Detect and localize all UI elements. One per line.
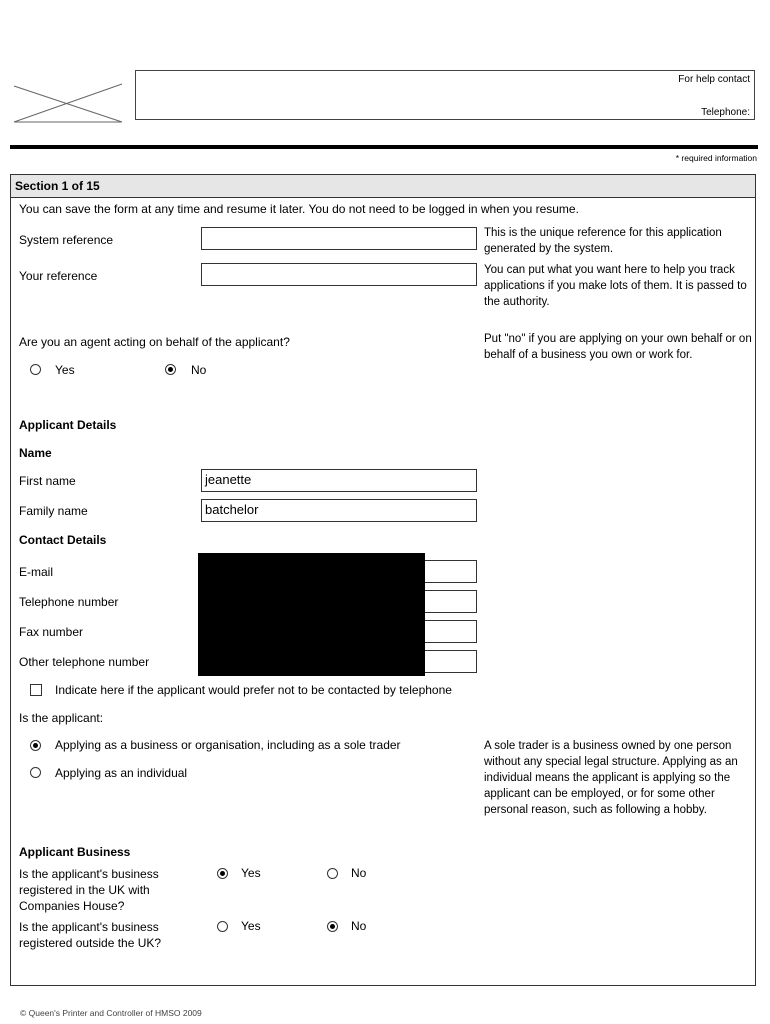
your-reference-label: Your reference bbox=[19, 269, 98, 283]
applicant-business-radio[interactable] bbox=[30, 740, 41, 751]
companies-house-yes-label: Yes bbox=[241, 866, 261, 880]
crossed-logo-placeholder-icon bbox=[12, 74, 124, 124]
agent-question: Are you an agent acting on behalf of the applicant? bbox=[19, 335, 290, 349]
fax-number-label: Fax number bbox=[19, 625, 84, 639]
outside-uk-yes-radio[interactable] bbox=[217, 921, 228, 932]
applicant-details-heading: Applicant Details bbox=[19, 418, 117, 432]
applicant-individual-label: Applying as an individual bbox=[55, 766, 188, 780]
companies-house-no-label: No bbox=[351, 866, 367, 880]
section-title: Section 1 of 15 bbox=[11, 175, 755, 198]
required-info-note: * required information bbox=[675, 153, 757, 163]
system-reference-note: This is the unique reference for this application generated by the system. bbox=[484, 227, 722, 255]
family-name-field[interactable]: batchelor bbox=[201, 499, 477, 522]
companies-house-yes-radio[interactable] bbox=[217, 868, 228, 879]
applicant-individual-radio[interactable] bbox=[30, 767, 41, 778]
your-reference-field[interactable] bbox=[201, 263, 477, 286]
copyright-footer: © Queen's Printer and Controller of HMSO 2009 bbox=[20, 1008, 202, 1018]
agent-note: Put "no" if you are applying on your own behalf or on behalf of a business you own or work for. bbox=[484, 333, 752, 361]
header-rule bbox=[10, 145, 758, 149]
outside-uk-no-radio[interactable] bbox=[327, 921, 338, 932]
outside-uk-question: Is the applicant's business registered outside the UK? bbox=[19, 920, 162, 950]
companies-house-no-radio[interactable] bbox=[327, 868, 338, 879]
first-name-field[interactable]: jeanette bbox=[201, 469, 477, 492]
applicant-business-heading: Applicant Business bbox=[19, 845, 131, 859]
no-telephone-label: Indicate here if the applicant would prefer not to be contacted by telephone bbox=[55, 683, 452, 697]
agent-yes-label: Yes bbox=[55, 363, 75, 377]
companies-house-question: Is the applicant's business registered in the UK with Companies House? bbox=[19, 867, 159, 913]
family-name-label: Family name bbox=[19, 504, 88, 518]
redaction-block bbox=[198, 553, 425, 676]
applicant-business-label: Applying as a business or organisation, including as a sole trader bbox=[55, 738, 401, 752]
help-contact-box bbox=[135, 70, 755, 120]
agent-yes-radio[interactable] bbox=[30, 364, 41, 375]
telephone-label: Telephone: bbox=[701, 107, 750, 118]
telephone-number-label: Telephone number bbox=[19, 595, 119, 609]
first-name-label: First name bbox=[19, 474, 76, 488]
other-telephone-label: Other telephone number bbox=[19, 655, 150, 669]
name-heading: Name bbox=[19, 446, 52, 460]
no-telephone-checkbox[interactable] bbox=[30, 684, 42, 696]
applicant-type-question: Is the applicant: bbox=[19, 711, 104, 725]
your-reference-note: You can put what you want here to help you track applications if you make lots of them. It is passed to the authority. bbox=[484, 264, 747, 308]
section-intro: You can save the form at any time and resume it later. You do not need to be logged in when you resume. bbox=[19, 202, 579, 216]
system-reference-field[interactable] bbox=[201, 227, 477, 250]
system-reference-label: System reference bbox=[19, 233, 114, 247]
agent-no-radio[interactable] bbox=[165, 364, 176, 375]
agent-no-label: No bbox=[191, 363, 207, 377]
applicant-type-note: A sole trader is a business owned by one person without any special legal structure. Applying as an individual means the applicant is applying so the applicant can be employed, or for some other personal reason, such as following a hobby. bbox=[484, 740, 738, 816]
contact-details-heading: Contact Details bbox=[19, 533, 107, 547]
outside-uk-no-label: No bbox=[351, 919, 367, 933]
outside-uk-yes-label: Yes bbox=[241, 919, 261, 933]
help-contact-label: For help contact bbox=[678, 74, 750, 85]
email-label: E-mail bbox=[19, 565, 54, 579]
